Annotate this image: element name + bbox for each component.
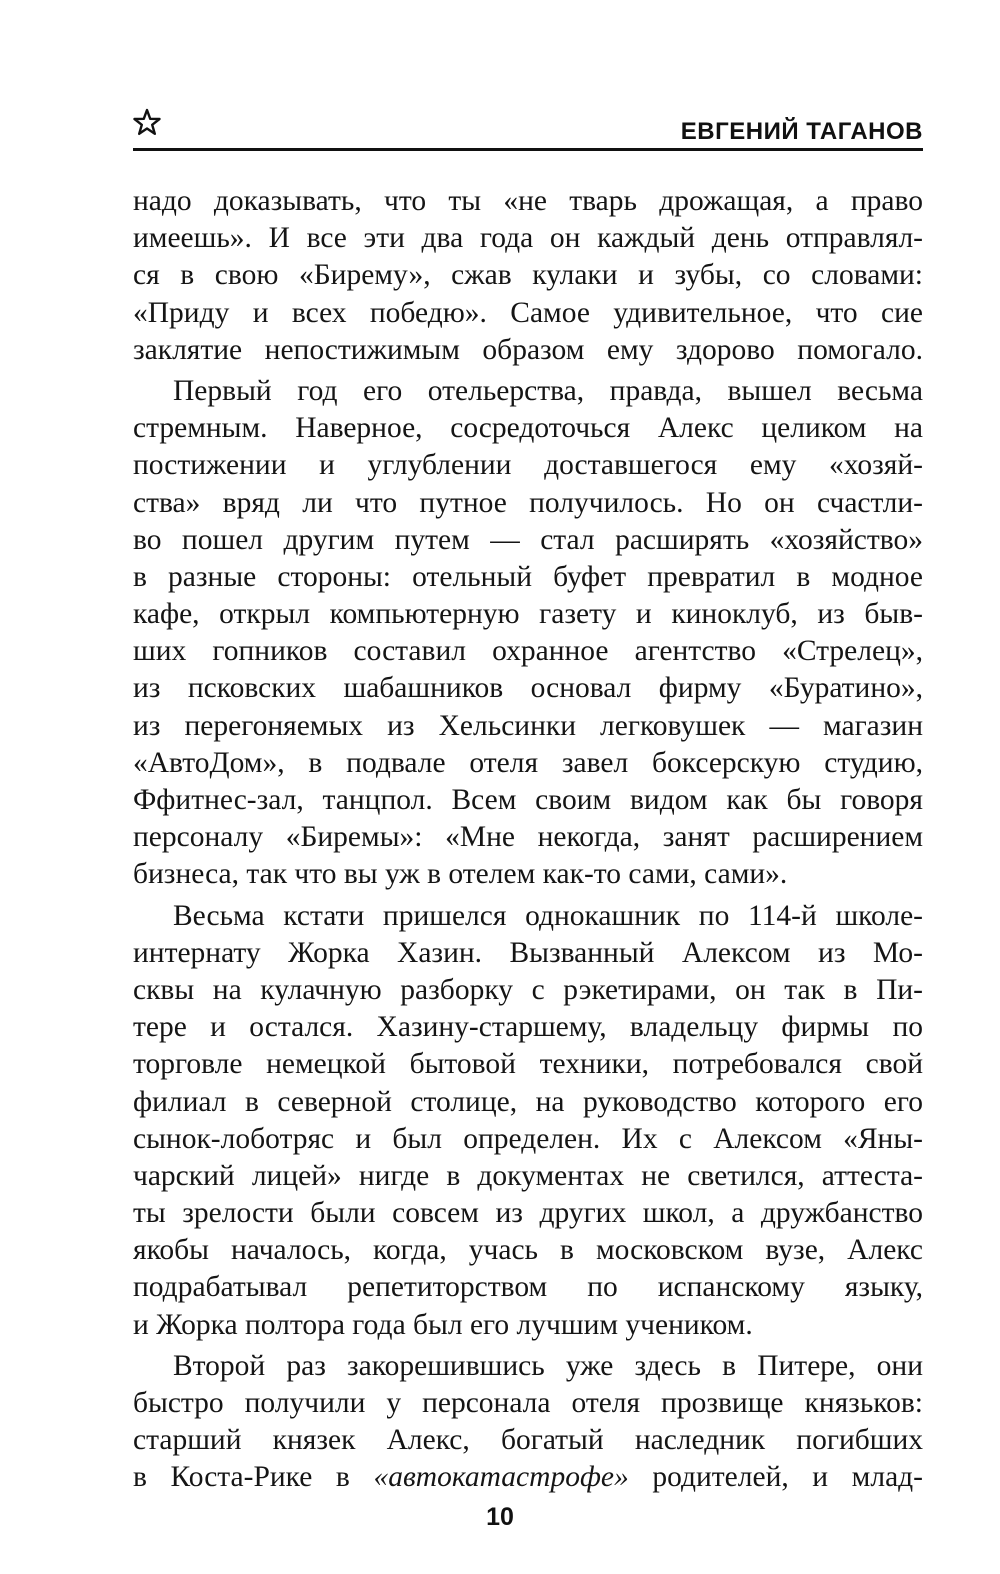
text-fragment: родителей, и млад-	[628, 1461, 923, 1494]
text-line: торговле немецкой бытовой техники, потребовался свой	[133, 1048, 923, 1081]
text-line: тере и остался. Хазину-старшему, владельцу фирмы по	[133, 1011, 923, 1044]
paragraph	[133, 898, 923, 1344]
text-line: чарский лицей» нигде в документах не светился, аттеста-	[133, 1159, 923, 1192]
italic-fragment: «автокатастрофе»	[373, 1461, 629, 1494]
text-line: «Приду и всех победю». Самое удивительное, что сие	[133, 296, 923, 329]
text-line: заклятие непостижимым образом ему здорово помогало.	[133, 333, 923, 366]
text-line: ты зрелости были совсем из других школ, а дружбанство	[133, 1197, 923, 1230]
text-line: Первый год его отельерства, правда, вышел весьма	[173, 374, 923, 407]
body-text	[133, 183, 923, 1497]
text-line: сквы на кулачную разборку с рэкетирами, он так в Пи-	[133, 973, 923, 1006]
text-line: и Жорка полтора года был его лучшим учеником.	[133, 1308, 753, 1341]
text-line: кафе, открыл компьютерную газету и киноклуб, из быв-	[133, 598, 923, 631]
text-line: бизнеса, так что вы уж в отелем как-то сами, сами».	[133, 858, 788, 891]
text-line: персоналу «Биремы»: «Мне некогда, занят расширением	[133, 821, 923, 854]
text-line: быстро получили у персонала отеля прозвище князьков:	[133, 1387, 923, 1419]
text-line: во пошел другим путем — стал расширять «хозяйство»	[133, 523, 923, 556]
running-header	[133, 108, 923, 152]
text-line: в разные стороны: отельный буфет превратил в модное	[133, 560, 923, 593]
paragraph	[133, 373, 923, 894]
text-line: Ффитнес-зал, танцпол. Всем своим видом как бы говоря	[133, 784, 923, 816]
text-line: филиал в северной столице, на руководство которого его	[133, 1085, 923, 1118]
text-line: из перегоняемых из Хельсинки легковушек — магазин	[133, 709, 923, 742]
text-fragment: в Коста-Рике в	[133, 1461, 374, 1494]
text-line: из псковских шабашников основал фирму «Буратино»,	[133, 672, 923, 705]
text-line: подрабатывал репетиторством по испанскому языку,	[133, 1271, 923, 1304]
text-line: ства» вряд ли что путное получилось. Но он счастли-	[133, 486, 923, 519]
text-line: надо доказывать, что ты «не тварь дрожащая, а право	[133, 185, 923, 217]
text-line: ся в свою «Бирему», сжав кулаки и зубы, со словами:	[133, 259, 923, 292]
paragraph	[133, 183, 923, 369]
text-line: ших гопников составил охранное агентство «Стрелец»,	[133, 635, 923, 668]
text-line: интернату Жорка Хазин. Вызванный Алексом из Мо-	[133, 936, 923, 969]
paragraph	[133, 1348, 923, 1497]
text-line: «АвтоДом», в подвале отеля завел боксерскую студию,	[133, 746, 923, 779]
text-line: сынок-лоботряс и был определен. Их с Алексом «Яны-	[133, 1122, 923, 1155]
text-line: старший князек Алекс, богатый наследник погибших	[133, 1424, 923, 1457]
author-name: ЕВГЕНИЙ ТАГАНОВ	[680, 118, 923, 145]
text-line: стремным. Наверное, сосредоточься Алекс целиком на	[133, 412, 923, 445]
header-rule	[133, 148, 923, 151]
star-icon	[133, 108, 161, 136]
text-line: якобы началось, когда, учась в московском вузе, Алекс	[133, 1234, 923, 1267]
page-number: 10	[486, 1503, 514, 1531]
text-line-final	[133, 1459, 923, 1496]
text-line: Второй раз закорешившись уже здесь в Питере, они	[173, 1349, 923, 1382]
text-line: имеешь». И все эти два года он каждый день отправлял-	[133, 222, 923, 255]
text-line: постижении и углублении доставшегося ему «хозяй-	[133, 449, 923, 482]
text-line: Весьма кстати пришелся однокашник по 114-й школе-	[173, 899, 923, 932]
